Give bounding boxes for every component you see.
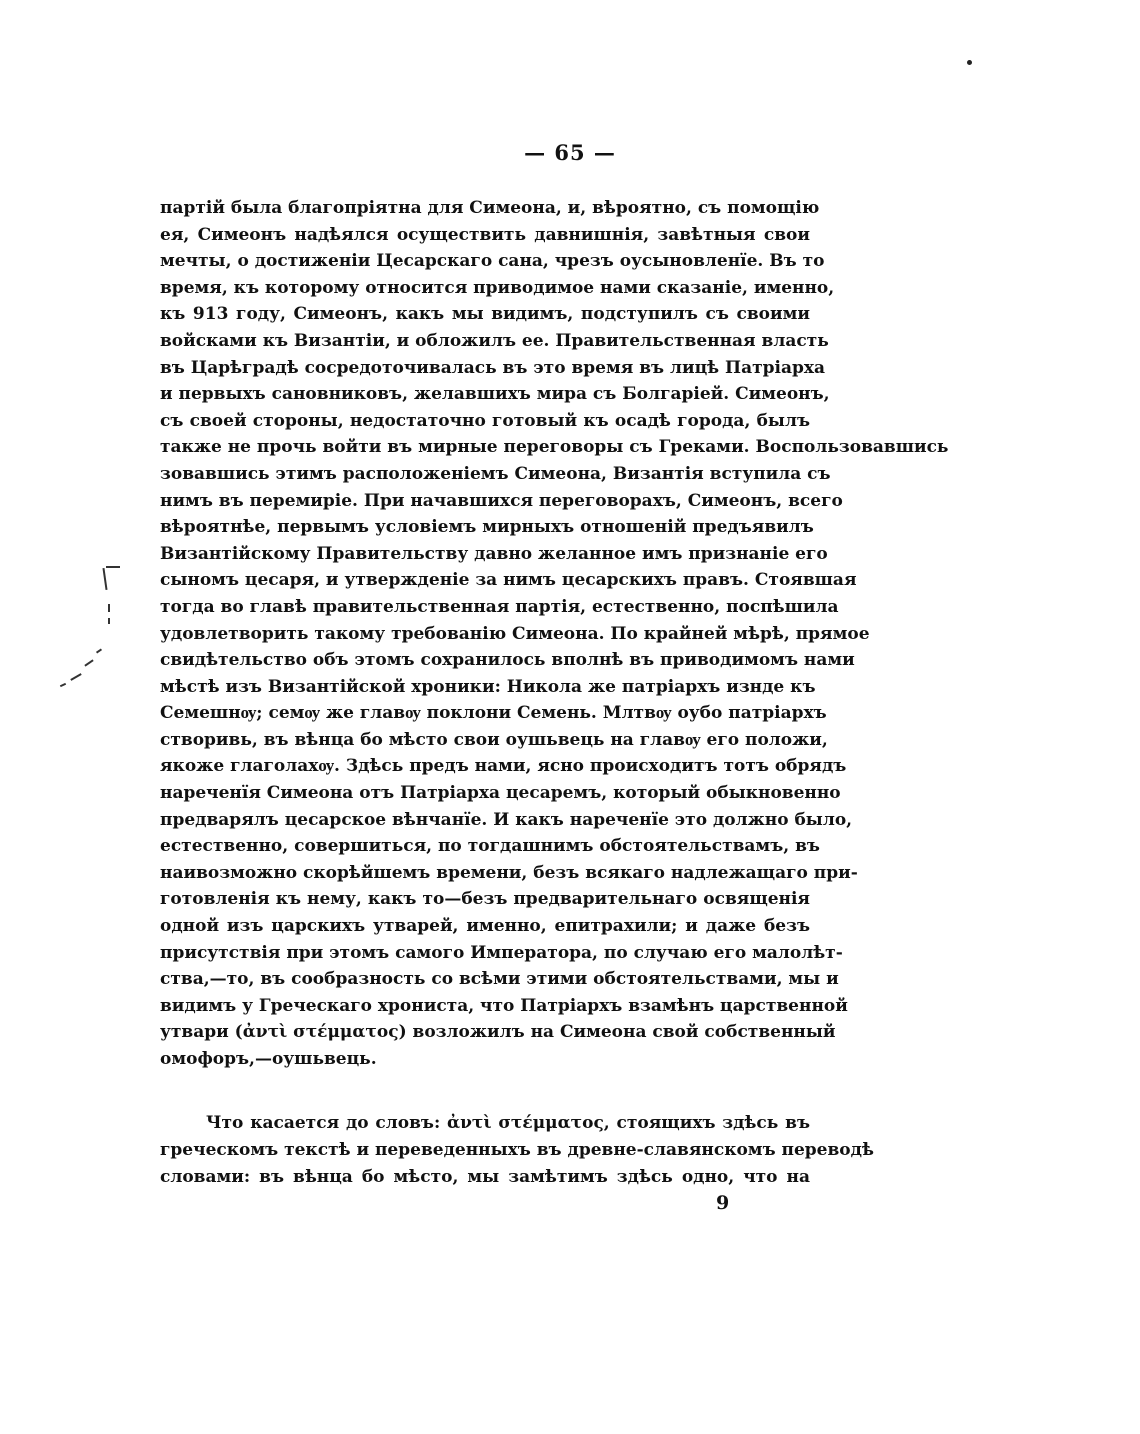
text-line: зовавшись этимъ расположеніемъ Симеона, Византія вступила съ — [160, 463, 831, 484]
text-line: ея, Симеонъ надѣялся осуществить давнишнія, завѣтныя свои — [160, 224, 810, 245]
text-line: омофоръ,—оушьвець. — [160, 1049, 377, 1069]
second-paragraph — [160, 1110, 874, 1191]
text-line: готовленія къ нему, какъ то—безъ предварительнаго освященія — [160, 889, 810, 910]
text-line: въ Царѣградѣ сосредоточивалась въ это время въ лицѣ Патріарха — [160, 357, 826, 378]
text-line: съ своей стороны, недостаточно готовый къ осадѣ города, былъ — [160, 410, 810, 431]
text-line: мечты, о достиженіи Цесарскаго сана, чрезъ оусыновленїе. Въ то — [160, 251, 825, 272]
text-line: присутствія при этомъ самого Императора, по случаю его малолѣт- — [160, 942, 843, 963]
text-line: греческомъ текстѣ и переведенныхъ въ древне-славянскомъ переводѣ — [160, 1140, 874, 1160]
text-line: словами: въ вѣнца бо мѣсто, мы замѣтимъ здѣсь одно, что на — [160, 1167, 810, 1187]
text-line: вѣроятнѣе, первымъ условіемъ мирныхъ отношеній предъявилъ — [160, 517, 814, 538]
text-line: естественно, совершиться, по тогдашнимъ обстоятельствамъ, въ — [160, 836, 820, 857]
signature-mark: 9 — [716, 1192, 730, 1214]
text-line: время, къ которому относится приводимое нами сказаніе, именно, — [160, 277, 835, 298]
text-line: также не прочь войти въ мирные переговоры съ Греками. Воспользовавшись — [160, 437, 949, 458]
text-line: утвари (ἀντὶ στέμματος) возложилъ на Симеона свой собственный — [160, 1022, 836, 1043]
text-line: войсками къ Византіи, и обложилъ ее. Правительственная власть — [160, 330, 829, 351]
text-line: створивь, въ вѣнца бо мѣсто свои оушьвець на главѹ его положи, — [160, 729, 828, 750]
text-line: Семешнѹ; семѹ же главѹ поклони Семень. Млтвѹ оубо патріархъ — [160, 703, 827, 724]
text-line: мѣстѣ изъ Византійской хроники: Никола же патріархъ изнде къ — [160, 676, 816, 697]
text-line: нимъ въ перемиріе. При начавшихся переговорахъ, Симеонъ, всего — [160, 490, 843, 511]
text-line: видимъ у Греческаго хрониста, что Патріархъ взамѣнъ царственной — [160, 995, 848, 1016]
text-line: одной изъ царскихъ утварей, именно, епитрахили; и даже безъ — [160, 916, 810, 937]
text-line: предварялъ цесарское вѣнчанїе. И какъ нареченїе это должно было, — [160, 809, 853, 830]
page-number: — 65 — — [524, 140, 616, 165]
text-line: Что касается до словъ: ἀντὶ στέμματος, стоящихъ здѣсь въ — [206, 1113, 810, 1133]
text-line: партій была благопріятна для Симеона, и, вѣроятно, съ помощію — [160, 198, 820, 218]
text-line: ства,—то, въ сообразность со всѣми этими обстоятельствами, мы и — [160, 969, 839, 990]
text-line: свидѣтельство объ этомъ сохранилось вполнѣ въ приводимомъ нами — [160, 650, 855, 671]
text-line: къ 913 году, Симеонъ, какъ мы видимъ, подступилъ съ своими — [160, 304, 810, 325]
main-paragraph — [160, 195, 949, 1073]
text-line: Византійскому Правительству давно желанное имъ признаніе его — [160, 543, 828, 564]
text-line: нареченїя Симеона отъ Патріарха цесаремъ, который обыкновенно — [160, 783, 841, 804]
text-line: якоже глаголахѹ. Здѣсь предъ нами, ясно происходитъ тотъ обрядъ — [160, 756, 847, 777]
text-line: сыномъ цесаря, и утвержденіе за нимъ цесарскихъ правъ. Стоявшая — [160, 570, 857, 591]
text-line: и первыхъ сановниковъ, желавшихъ мира съ Болгаріей. Симеонъ, — [160, 384, 830, 405]
text-line: наивозможно скорѣйшемъ времени, безъ всякаго надлежащаго при- — [160, 862, 858, 883]
ink-speck — [967, 60, 972, 65]
text-line: удовлетворить такому требованію Симеона. По крайней мѣрѣ, прямое — [160, 623, 870, 644]
text-line: тогда во главѣ правительственная партія, естественно, поспѣшила — [160, 596, 839, 617]
